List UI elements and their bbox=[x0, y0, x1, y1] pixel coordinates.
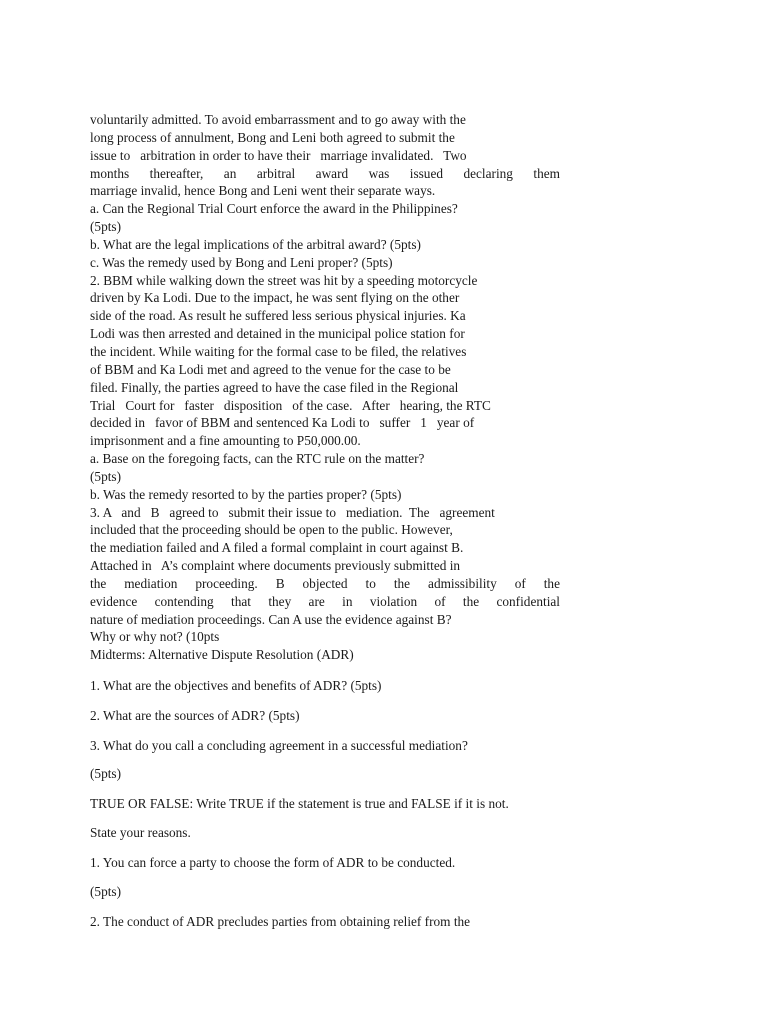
text-line: marriage invalid, hence Bong and Leni went their separate ways. bbox=[90, 183, 436, 199]
text-line: the mediation failed and A filed a formal complaint in court against B. bbox=[90, 540, 464, 556]
text-line: 3. A and B agreed to submit their issue to mediation. The agreement bbox=[90, 504, 495, 520]
text-line: imprisonment and a fine amounting to P50,000.00. bbox=[90, 433, 361, 449]
text-line: Trial Court for faster disposition of the case. After hearing, the RTC bbox=[90, 397, 491, 413]
question-line: 2. What are the sources of ADR? (5pts) bbox=[90, 708, 300, 723]
text-line: voluntarily admitted. To avoid embarrassment and to go away with the bbox=[90, 112, 466, 127]
points-line: (5pts) bbox=[90, 766, 122, 781]
points-line: (5pts) bbox=[90, 884, 122, 899]
text-line: side of the road. As result he suffered less serious physical injuries. Ka bbox=[90, 308, 466, 324]
text-line: included that the proceeding should be open to the public. However, bbox=[90, 522, 453, 538]
points-line: (5pts) bbox=[90, 468, 122, 484]
points-line: (5pts) bbox=[90, 219, 122, 235]
text-line: nature of mediation proceedings. Can A use the evidence against B? bbox=[90, 611, 452, 627]
text-line: filed. Finally, the parties agreed to have the case filed in the Regional bbox=[90, 379, 459, 395]
question-line: Why or why not? (10pts bbox=[90, 629, 220, 645]
instruction-line: TRUE OR FALSE: Write TRUE if the statement is true and FALSE if it is not. bbox=[90, 796, 509, 811]
question-line: b. What are the legal implications of the arbitral award? (5pts) bbox=[90, 236, 421, 252]
text-line: decided in favor of BBM and sentenced Ka Lodi to suffer 1 year of bbox=[90, 415, 475, 431]
instruction-line: State your reasons. bbox=[90, 825, 191, 840]
text-line: Attached in A’s complaint where documents previously submitted in bbox=[90, 558, 461, 574]
text-line: issue to arbitration in order to have their marriage invalidated. Two bbox=[90, 147, 467, 163]
question-line: 2. The conduct of ADR precludes parties from obtaining relief from the bbox=[90, 914, 471, 929]
question-line: c. Was the remedy used by Bong and Leni proper? (5pts) bbox=[90, 254, 393, 270]
text-line: the mediation proceeding. B objected to the admissibility of the bbox=[90, 575, 560, 591]
question-line: a. Can the Regional Trial Court enforce the award in the Philippines? bbox=[90, 201, 458, 217]
section-heading: Midterms: Alternative Dispute Resolution (ADR) bbox=[90, 647, 354, 663]
text-line: months thereafter, an arbitral award was issued declaring them bbox=[90, 165, 560, 181]
question-line: a. Base on the foregoing facts, can the RTC rule on the matter? bbox=[90, 451, 425, 467]
text-line: driven by Ka Lodi. Due to the impact, he was sent flying on the other bbox=[90, 290, 460, 306]
question-line: 1. What are the objectives and benefits of ADR? (5pts) bbox=[90, 678, 382, 693]
text-line: evidence contending that they are in violation of the confidential bbox=[90, 593, 560, 609]
text-line: Lodi was then arrested and detained in the municipal police station for bbox=[90, 326, 465, 342]
question-line: b. Was the remedy resorted to by the parties proper? (5pts) bbox=[90, 486, 402, 502]
question-line: 1. You can force a party to choose the form of ADR to be conducted. bbox=[90, 855, 456, 870]
question-line: 3. What do you call a concluding agreement in a successful mediation? bbox=[90, 738, 468, 753]
text-line: 2. BBM while walking down the street was hit by a speeding motorcycle bbox=[90, 272, 478, 288]
text-line: of BBM and Ka Lodi met and agreed to the venue for the case to be bbox=[90, 361, 451, 377]
text-line: long process of annulment, Bong and Leni both agreed to submit the bbox=[90, 129, 455, 145]
text-line: the incident. While waiting for the formal case to be filed, the relatives bbox=[90, 343, 467, 359]
document-body bbox=[90, 111, 560, 929]
